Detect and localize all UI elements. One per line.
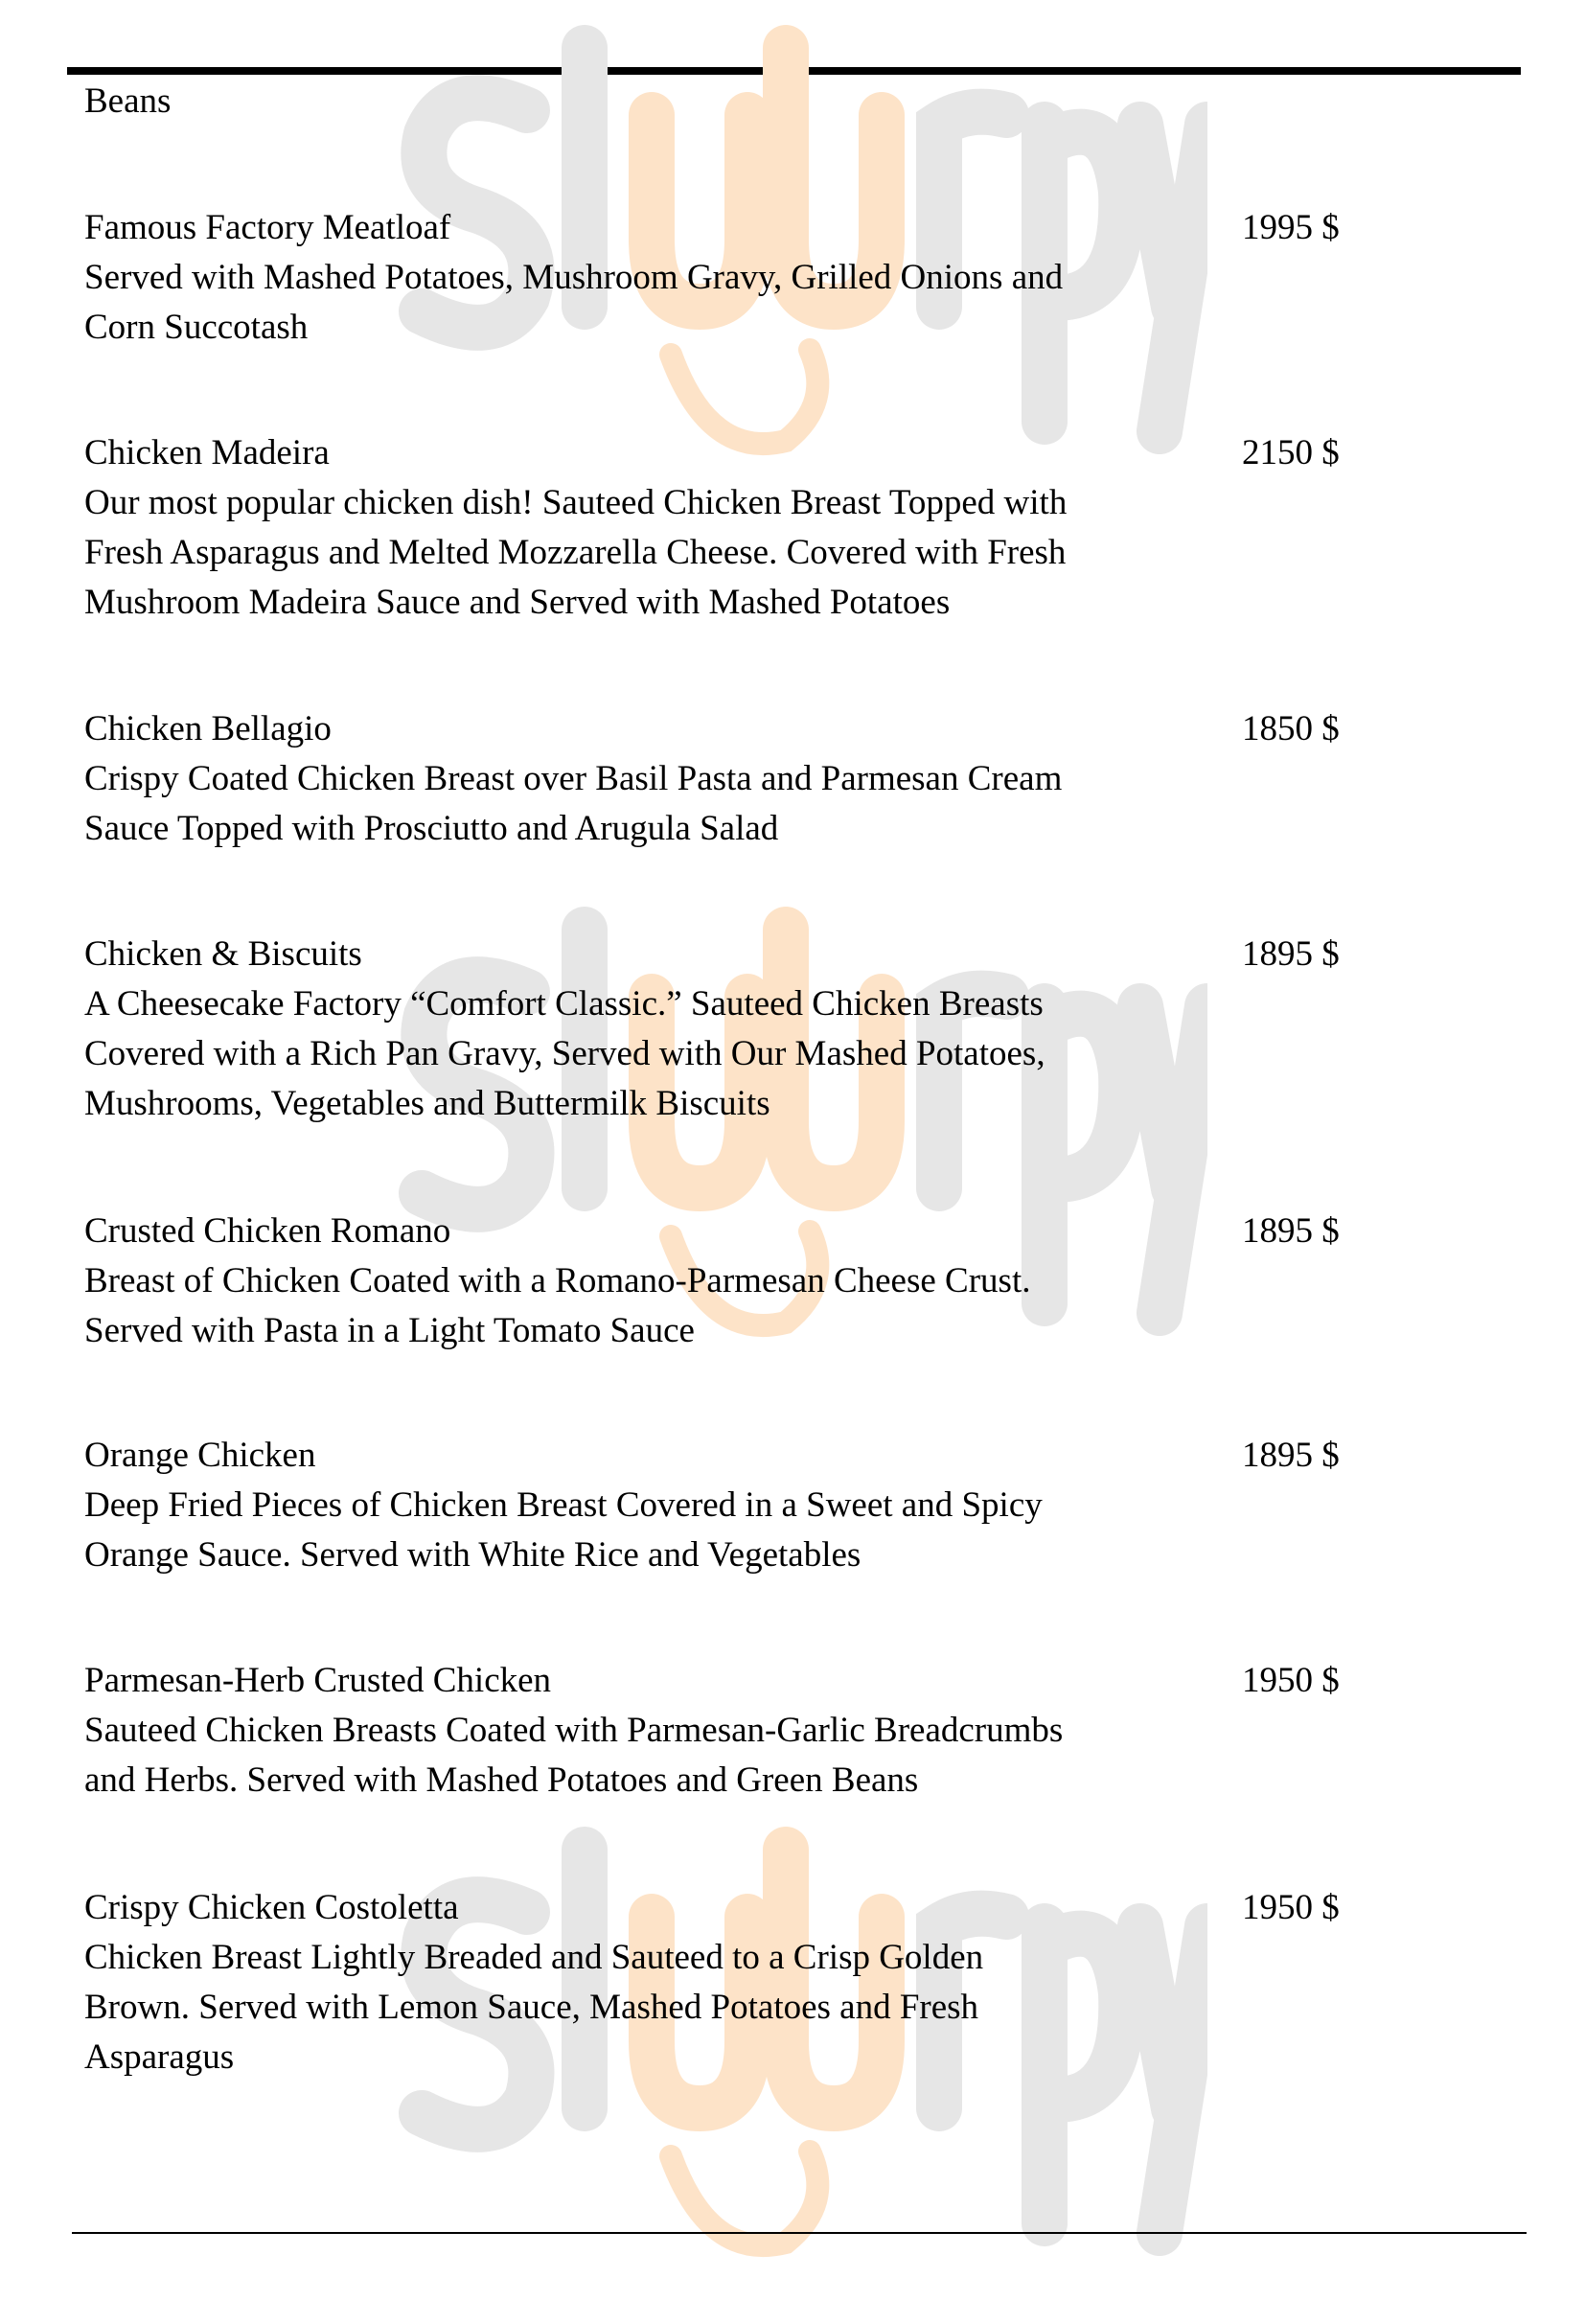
item-price: 2150 $ bbox=[1242, 433, 1340, 472]
item-name: Crusted Chicken Romano bbox=[84, 1211, 451, 1251]
menu-item bbox=[84, 203, 1340, 353]
item-description-line: Covered with a Rich Pan Gravy, Served with Our Mashed Potatoes, bbox=[84, 1034, 1045, 1073]
item-description-line: Mushroom Madeira Sauce and Served with Mashed Potatoes bbox=[84, 583, 951, 622]
item-description-line: A Cheesecake Factory “Comfort Classic.” Sauteed Chicken Breasts bbox=[84, 984, 1044, 1024]
item-description-line: Orange Sauce. Served with White Rice and Vegetables bbox=[84, 1535, 861, 1575]
item-header bbox=[84, 1883, 1340, 1933]
bottom-rule bbox=[72, 2232, 1527, 2234]
item-description-line: Brown. Served with Lemon Sauce, Mashed Potatoes and Fresh bbox=[84, 1988, 979, 2027]
item-price: 1950 $ bbox=[1242, 1888, 1340, 1927]
item-header bbox=[84, 930, 1340, 979]
item-header bbox=[84, 1431, 1340, 1481]
item-header bbox=[84, 1207, 1340, 1256]
item-description-line: Asparagus bbox=[84, 2037, 235, 2077]
item-description-line: Crispy Coated Chicken Breast over Basil Pasta and Parmesan Cream bbox=[84, 759, 1063, 798]
item-description-line: Served with Mashed Potatoes, Mushroom Gravy, Grilled Onions and bbox=[84, 258, 1064, 297]
item-description-line: Served with Pasta in a Light Tomato Sauce bbox=[84, 1311, 695, 1350]
item-description-line: Fresh Asparagus and Melted Mozzarella Cheese. Covered with Fresh bbox=[84, 533, 1067, 572]
menu-item bbox=[84, 1431, 1340, 1580]
item-header bbox=[84, 704, 1340, 754]
item-name: Parmesan-Herb Crusted Chicken bbox=[84, 1661, 552, 1700]
item-price: 1895 $ bbox=[1242, 1211, 1340, 1251]
item-description-line: Deep Fried Pieces of Chicken Breast Covered in a Sweet and Spicy bbox=[84, 1485, 1043, 1525]
continuation-text bbox=[84, 77, 171, 127]
item-price: 1950 $ bbox=[1242, 1661, 1340, 1700]
item-price: 1995 $ bbox=[1242, 208, 1340, 247]
item-name: Famous Factory Meatloaf bbox=[84, 208, 451, 247]
item-name: Orange Chicken bbox=[84, 1436, 316, 1475]
item-name: Chicken & Biscuits bbox=[84, 934, 362, 974]
item-description-line: Corn Succotash bbox=[84, 308, 309, 347]
item-description-line: Mushrooms, Vegetables and Buttermilk Biscuits bbox=[84, 1084, 770, 1123]
menu-item bbox=[84, 1656, 1340, 1806]
item-description-line: and Herbs. Served with Mashed Potatoes and Green Beans bbox=[84, 1760, 919, 1800]
item-name: Chicken Madeira bbox=[84, 433, 330, 472]
item-description-line: Breast of Chicken Coated with a Romano-Parmesan Cheese Crust. bbox=[84, 1261, 1031, 1300]
item-description-line: Sauteed Chicken Breasts Coated with Parmesan-Garlic Breadcrumbs bbox=[84, 1711, 1064, 1750]
item-price: 1895 $ bbox=[1242, 934, 1340, 974]
top-rule bbox=[67, 67, 1521, 75]
item-description-line: Chicken Breast Lightly Breaded and Sauteed to a Crisp Golden bbox=[84, 1938, 984, 1977]
menu-item bbox=[84, 930, 1340, 1129]
item-header bbox=[84, 1656, 1340, 1706]
menu-item bbox=[84, 1883, 1340, 2082]
item-name: Chicken Bellagio bbox=[84, 709, 332, 748]
item-name: Crispy Chicken Costoletta bbox=[84, 1888, 459, 1927]
menu-item bbox=[84, 704, 1340, 854]
item-header bbox=[84, 428, 1340, 478]
continuation-line: Beans bbox=[84, 81, 172, 121]
item-price: 1850 $ bbox=[1242, 709, 1340, 748]
item-description-line: Sauce Topped with Prosciutto and Arugula Salad bbox=[84, 809, 779, 848]
menu-item bbox=[84, 1207, 1340, 1356]
item-header bbox=[84, 203, 1340, 253]
menu-item bbox=[84, 428, 1340, 628]
item-description-line: Our most popular chicken dish! Sauteed Chicken Breast Topped with bbox=[84, 483, 1068, 522]
item-price: 1895 $ bbox=[1242, 1436, 1340, 1475]
